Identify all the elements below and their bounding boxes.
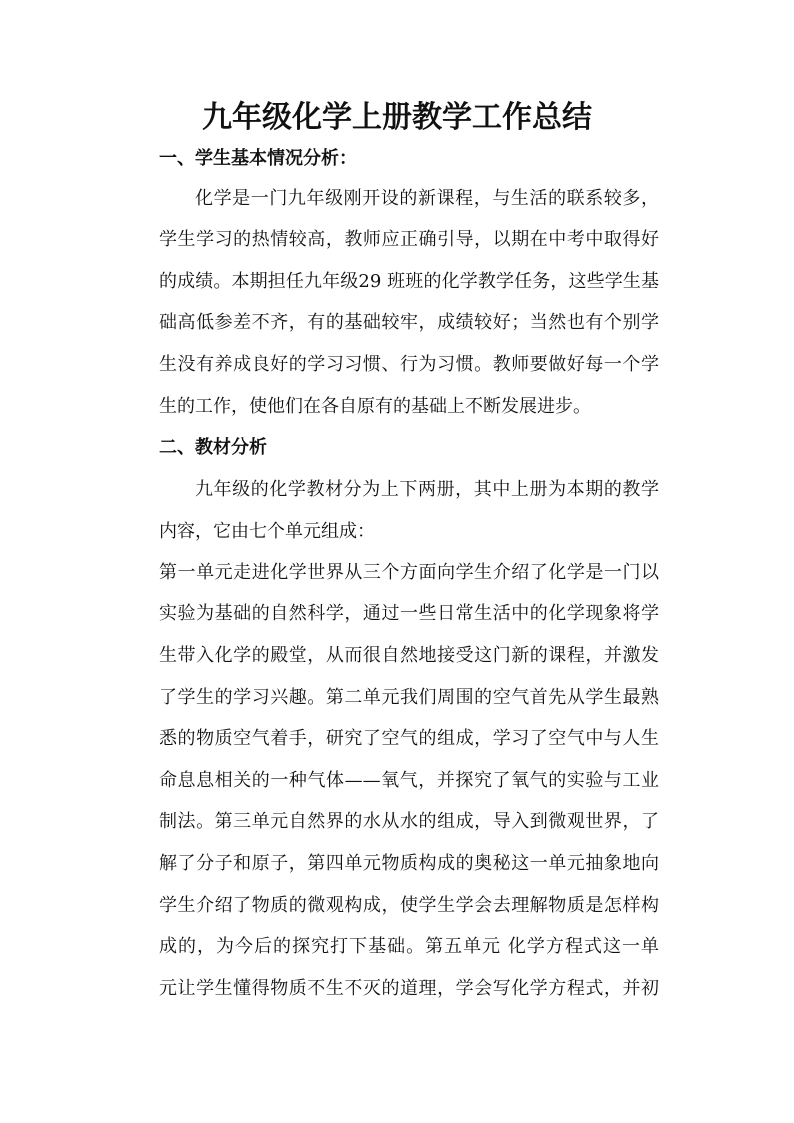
- paragraph-line: 础高低参差不齐，有的基础较牢，成绩较好；当然也有个别学: [159, 312, 659, 333]
- paragraph-line: 成的，为今后的探究打下基础。第五单元 化学方程式这一单: [159, 936, 659, 957]
- section-1-heading: 一、学生基本情况分析：: [159, 148, 357, 169]
- section-2-heading: 二、教材分析: [159, 437, 267, 458]
- paragraph-line: 实验为基础的自然科学，通过一些日常生活中的化学现象将学: [159, 603, 659, 624]
- document-title: 九年级化学上册教学工作总结: [202, 100, 592, 135]
- paragraph-line: 学生介绍了物质的微观构成，使学生学会去理解物质是怎样构: [159, 895, 659, 916]
- paragraph-line: 第一单元走进化学世界从三个方面向学生介绍了化学是一门以: [159, 562, 659, 583]
- paragraph-line: 生没有养成良好的学习习惯、行为习惯。教师要做好每一个学: [159, 354, 659, 375]
- paragraph-line: 悉的物质空气着手，研究了空气的组成，学习了空气中与人生: [159, 728, 659, 749]
- paragraph-line: 化学是一门九年级刚开设的新课程，与生活的联系较多，: [195, 188, 659, 209]
- paragraph-line: 制法。第三单元自然界的水从水的组成，导入到微观世界，了: [159, 811, 659, 832]
- paragraph-line: 九年级的化学教材分为上下两册，其中上册为本期的教学: [195, 479, 659, 500]
- paragraph-line: 的成绩。本期担任九年级29 班班的化学教学任务，这些学生基: [159, 271, 659, 292]
- paragraph-line: 元让学生懂得物质不生不灭的道理，学会写化学方程式，并初: [159, 978, 659, 999]
- paragraph-line: 命息息相关的一种气体——氧气，并探究了氧气的实验与工业: [159, 770, 659, 791]
- paragraph-line: 了学生的学习兴趣。第二单元我们周围的空气首先从学生最熟: [159, 687, 659, 708]
- paragraph-line: 学生学习的热情较高，教师应正确引导，以期在中考中取得好: [159, 229, 659, 250]
- paragraph-line: 生带入化学的殿堂，从而很自然地接受这门新的课程，并激发: [159, 645, 659, 666]
- paragraph-line: 内容，它由七个单元组成：: [159, 521, 375, 542]
- paragraph-line: 解了分子和原子，第四单元物质构成的奥秘这一单元抽象地向: [159, 853, 659, 874]
- paragraph-line: 生的工作，使他们在各自原有的基础上不断发展进步。: [159, 396, 591, 417]
